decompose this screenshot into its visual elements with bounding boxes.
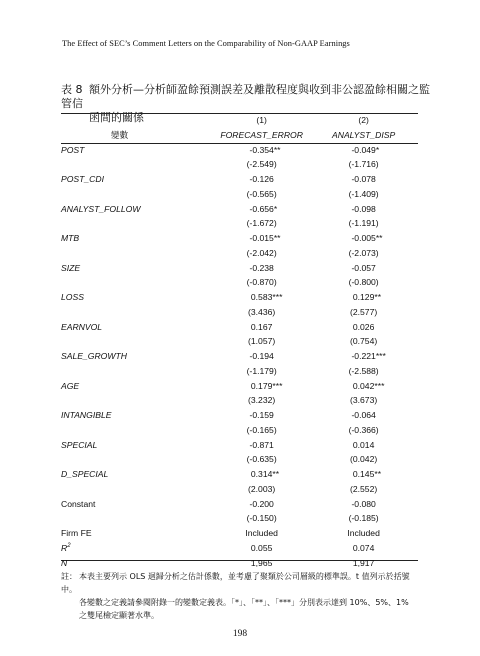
table-row xyxy=(61,556,418,571)
variable-name: AGE xyxy=(61,380,80,391)
table-row xyxy=(61,438,418,453)
t-statistic: (2.577) xyxy=(350,306,378,317)
coefficient-value: -0.126 xyxy=(249,174,274,184)
table-title-line1: 額外分析—分析師盈餘預測誤差及離散程度與收到非公認盈餘相關之監管信 xyxy=(61,83,430,110)
t-statistic: (-0.165) xyxy=(246,424,277,435)
coefficient-cell xyxy=(309,172,418,187)
t-statistic: (-2.588) xyxy=(348,365,379,376)
table-body xyxy=(61,143,418,527)
variable-name: SALE_GROWTH xyxy=(61,351,127,361)
firm-fe-col2: Included xyxy=(347,528,380,538)
coefficient-value: -0.354 xyxy=(249,144,274,155)
coefficient-cell xyxy=(214,290,309,305)
significance-stars: *** xyxy=(375,351,386,361)
coefficient-cell xyxy=(309,143,418,158)
coefficient-value: -0.200 xyxy=(249,498,274,509)
t-statistic: (-0.870) xyxy=(246,277,277,288)
coefficient-cell xyxy=(214,497,309,512)
t-statistic: (-0.185) xyxy=(348,513,379,524)
table-row xyxy=(61,246,418,261)
significance-stars: ** xyxy=(374,292,382,302)
coefficient-cell xyxy=(214,261,309,276)
coefficient-cell xyxy=(309,231,418,246)
coefficient-cell xyxy=(214,379,309,394)
variable-name: MTB xyxy=(61,233,80,243)
firm-fe-col1: Included xyxy=(245,528,278,538)
coefficient-value: -0.656 xyxy=(249,203,274,214)
coefficient-value: -0.221 xyxy=(351,351,376,361)
table-row xyxy=(61,202,418,217)
table-row xyxy=(61,482,418,497)
table-number: 表 8 xyxy=(61,83,83,96)
coefficient-cell xyxy=(309,467,418,482)
variable-name: ANALYST_FOLLOW xyxy=(61,203,141,214)
table-row xyxy=(61,261,418,276)
table-row xyxy=(61,526,418,541)
table-row xyxy=(61,452,418,467)
t-statistic: (1.057) xyxy=(248,336,276,347)
t-statistic: (-2.073) xyxy=(348,247,379,258)
column-number-2: (2) xyxy=(358,115,369,125)
notes-line1: 本表主要列示 OLS 迴歸分析之估計係數，並考慮了聚類於公司層級的標準誤。t 值列示於括號中。 xyxy=(61,572,410,594)
coefficient-value: -0.194 xyxy=(249,351,274,361)
coefficient-value: 0.129 xyxy=(352,292,375,302)
table-row xyxy=(61,231,418,246)
coefficient-value: 0.014 xyxy=(352,439,375,450)
coefficient-value: 0.179 xyxy=(250,380,273,391)
significance-stars: * xyxy=(375,144,380,155)
notes-line2: 各變數之定義請參閱附錄一的變數定義表。「*」、「**」、「***」分別表示達到 10%、5%、1% xyxy=(79,598,409,607)
column-name-row xyxy=(61,128,418,143)
coefficient-cell xyxy=(309,320,418,335)
coefficient-cell xyxy=(214,408,309,423)
coefficient-cell xyxy=(309,349,418,364)
table-row xyxy=(61,305,418,320)
table-row xyxy=(61,187,418,202)
n-col2: 1,917 xyxy=(352,557,375,568)
significance-stars: *** xyxy=(272,292,283,302)
coefficient-cell xyxy=(214,143,309,158)
r2-label: $R^2$ xyxy=(61,542,71,553)
table-row xyxy=(61,157,418,172)
t-statistic: (0.754) xyxy=(350,336,378,347)
coefficient-cell xyxy=(214,231,309,246)
table-row xyxy=(61,511,418,526)
coefficient-value: -0.159 xyxy=(249,410,274,420)
table-title-line2: 函間的關係 xyxy=(89,111,144,124)
significance-stars: ** xyxy=(273,144,281,155)
coefficient-value: -0.049 xyxy=(351,144,376,155)
table-notes xyxy=(61,570,423,622)
coefficient-cell xyxy=(309,408,418,423)
coefficient-cell xyxy=(309,438,418,453)
coefficient-cell xyxy=(214,172,309,187)
r2-col2: 0.074 xyxy=(352,542,375,553)
page-number: 198 xyxy=(232,629,248,639)
coefficient-value: -0.057 xyxy=(351,262,376,273)
table-row xyxy=(61,379,418,394)
variable-header: 變數 xyxy=(111,129,129,140)
coefficient-value: 0.026 xyxy=(352,321,375,332)
t-statistic: (-0.800) xyxy=(348,277,379,288)
coefficient-value: -0.064 xyxy=(351,410,376,420)
coefficient-value: -0.078 xyxy=(351,174,376,184)
t-statistic: (-1.672) xyxy=(246,218,277,229)
coefficient-value: -0.238 xyxy=(249,262,274,273)
running-head: The Effect of SEC’s Comment Letters on the Comparability of Non-GAAP Earnings xyxy=(62,39,350,48)
r2-col1: 0.055 xyxy=(250,542,273,553)
n-label: N xyxy=(61,557,68,568)
significance-stars: *** xyxy=(272,380,283,391)
coefficient-cell xyxy=(214,467,309,482)
variable-name: D_SPECIAL xyxy=(61,469,109,479)
t-statistic: (-0.150) xyxy=(246,513,277,524)
coefficient-value: -0.015 xyxy=(249,233,274,243)
significance-stars: *** xyxy=(374,380,385,391)
coefficient-cell xyxy=(309,290,418,305)
table-row xyxy=(61,216,418,231)
significance-stars: ** xyxy=(272,469,280,479)
variable-name: SIZE xyxy=(61,262,81,273)
coefficient-cell xyxy=(309,261,418,276)
variable-name: Constant xyxy=(61,498,96,509)
significance-stars: ** xyxy=(374,469,382,479)
variable-name: LOSS xyxy=(61,292,84,302)
table-row xyxy=(61,497,418,512)
column-name-forecast-error: FORECAST_ERROR xyxy=(220,129,303,140)
coefficient-value: -0.080 xyxy=(351,498,376,509)
t-statistic: (2.552) xyxy=(350,483,378,494)
column-number-row xyxy=(61,113,418,128)
t-statistic: (-0.635) xyxy=(246,454,277,465)
t-statistic: (-1.409) xyxy=(348,188,379,199)
coefficient-cell xyxy=(309,202,418,217)
t-statistic: (-1.191) xyxy=(348,218,379,229)
significance-stars: ** xyxy=(375,233,383,243)
coefficient-cell xyxy=(309,379,418,394)
table-row xyxy=(61,349,418,364)
t-statistic: (-0.366) xyxy=(348,424,379,435)
coefficient-cell xyxy=(309,497,418,512)
coefficient-cell xyxy=(214,320,309,335)
t-statistic: (-2.042) xyxy=(246,247,277,258)
table-row xyxy=(61,143,418,158)
coefficient-cell xyxy=(214,349,309,364)
variable-name: POST xyxy=(61,144,85,155)
n-col1: 1,965 xyxy=(250,557,273,568)
table-row xyxy=(61,423,418,438)
t-statistic: (2.003) xyxy=(248,483,276,494)
table-row xyxy=(61,334,418,349)
variable-name: SPECIAL xyxy=(61,439,98,450)
t-statistic: (0.042) xyxy=(350,454,378,465)
table-row xyxy=(61,408,418,423)
significance-stars: ** xyxy=(273,233,281,243)
coefficient-value: 0.145 xyxy=(352,469,375,479)
t-statistic: (-1.179) xyxy=(246,365,277,376)
table-row xyxy=(61,541,418,556)
coefficient-value: -0.098 xyxy=(351,203,376,214)
coefficient-cell xyxy=(214,438,309,453)
variable-name: EARNVOL xyxy=(61,321,103,332)
significance-stars: * xyxy=(273,203,278,214)
table-row xyxy=(61,290,418,305)
t-statistic: (3.232) xyxy=(248,395,276,406)
t-statistic: (-1.716) xyxy=(348,159,379,170)
t-statistic: (3.673) xyxy=(350,395,378,406)
coefficient-value: 0.314 xyxy=(250,469,273,479)
coefficient-value: -0.871 xyxy=(249,439,274,450)
variable-name: POST_CDI xyxy=(61,174,104,184)
t-statistic: (-2.549) xyxy=(246,159,277,170)
table-row xyxy=(61,275,418,290)
table-row xyxy=(61,393,418,408)
firm-fe-label: Firm FE xyxy=(61,528,92,538)
coefficient-value: 0.583 xyxy=(250,292,273,302)
variable-name: INTANGIBLE xyxy=(61,410,112,420)
table-row xyxy=(61,320,418,335)
t-statistic: (-0.565) xyxy=(246,188,277,199)
t-statistic: (3.436) xyxy=(248,306,276,317)
table-row xyxy=(61,364,418,379)
column-number-1: (1) xyxy=(256,115,267,125)
coefficient-value: -0.005 xyxy=(351,233,376,243)
results-table xyxy=(61,113,418,570)
coefficient-cell xyxy=(214,202,309,217)
table-row xyxy=(61,172,418,187)
notes-label: 註： xyxy=(61,572,77,581)
coefficient-value: 0.042 xyxy=(352,380,375,391)
column-name-analyst-disp: ANALYST_DISP xyxy=(332,129,396,140)
table-row xyxy=(61,467,418,482)
coefficient-value: 0.167 xyxy=(250,321,273,332)
notes-line3: 之雙尾檢定顯著水準。 xyxy=(79,611,159,620)
table-footer-rows xyxy=(61,526,418,570)
